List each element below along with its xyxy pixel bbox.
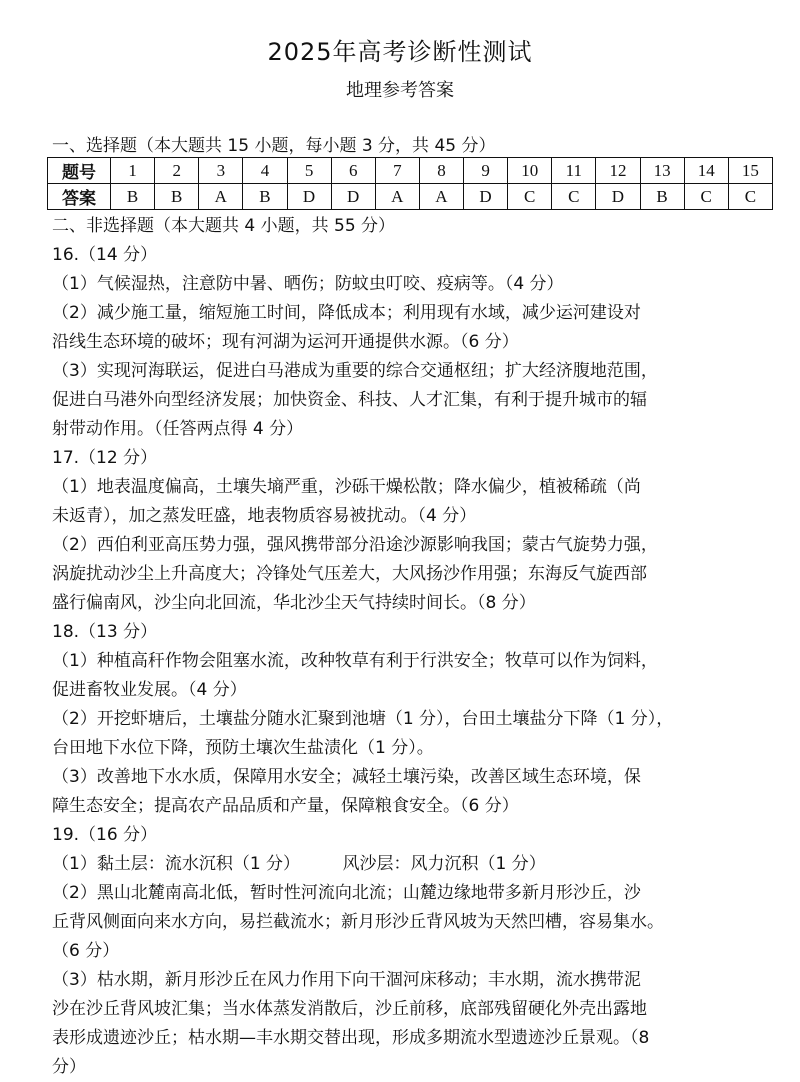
answer-line: 沙在沙丘背风坡汇集；当水体蒸发消散后，沙丘前移，底部残留硬化外壳出露地 (52, 999, 647, 1019)
question-number: 1 (111, 158, 155, 184)
answer-cell: B (243, 184, 287, 210)
answer-line: 表形成遗迹沙丘；枯水期—丰水期交替出现，形成多期流水型遗迹沙丘景观。（8 (52, 1028, 650, 1048)
answer-line: 盛行偏南风，沙尘向北回流，华北沙尘天气持续时间长。（8 分） (52, 593, 536, 613)
document-title: 2025年高考诊断性测试 (267, 38, 533, 66)
answer-line: （1）种植高秆作物会阻塞水流，改种牧草有利于行洪安全；牧草可以作为饲料， (52, 651, 658, 671)
question-number: 9 (464, 158, 508, 184)
answer-cell: D (464, 184, 508, 210)
question-heading: 17.（12 分） (52, 448, 158, 468)
answer-cell: D (287, 184, 331, 210)
question-number: 8 (419, 158, 463, 184)
answer-line: 沿线生态环境的破坏；现有河湖为运河开通提供水源。（6 分） (52, 332, 519, 352)
answer-cell: D (331, 184, 375, 210)
answer-line: 台田地下水位下降，预防土壤次生盐渍化（1 分）。 (52, 738, 434, 758)
answer-line: 未返青），加之蒸发旺盛，地表物质容易被扰动。（4 分） (52, 506, 477, 526)
answer-line: （1）地表温度偏高，土壤失墒严重，沙砾干燥松散；降水偏少，植被稀疏（尚 (52, 477, 641, 497)
answer-cell: B (155, 184, 199, 210)
answer-row (48, 184, 773, 210)
answer-line: （2）减少施工量，缩短施工时间，降低成本；利用现有水域，减少运河建设对 (52, 303, 641, 323)
question-number: 4 (243, 158, 287, 184)
answer-line: 分） (52, 1057, 86, 1077)
answer-body (52, 212, 778, 1082)
question-number: 11 (552, 158, 596, 184)
answer-line: （2）开挖虾塘后，土壤盐分随水汇聚到池塘（1 分），台田土壤盐分下降（1 分）， (52, 709, 674, 729)
question-number: 15 (728, 158, 772, 184)
answer-cell: B (640, 184, 684, 210)
answer-line: 障生态安全；提高农产品品质和产量，保障粮食安全。（6 分） (52, 796, 519, 816)
question-number: 2 (155, 158, 199, 184)
answer-cell: A (419, 184, 463, 210)
answer-cell: C (552, 184, 596, 210)
question-heading: 16.（14 分） (52, 245, 158, 265)
answer-cell: D (596, 184, 640, 210)
question-number-row (48, 158, 773, 184)
answer-cell: A (375, 184, 419, 210)
section2-heading: 二、非选择题（本大题共 4 小题，共 55 分） (52, 216, 396, 236)
answer-line: （3）改善地下水水质，保障用水安全；减轻土壤污染，改善区域生态环境，保 (52, 767, 641, 787)
answer-cell: C (508, 184, 552, 210)
question-number: 12 (596, 158, 640, 184)
row-label-number: 题号 (48, 158, 111, 184)
document-subtitle: 地理参考答案 (346, 80, 454, 101)
answer-line: （2）西伯利亚高压势力强，强风携带部分沿途沙源影响我国；蒙古气旋势力强， (52, 535, 658, 555)
answer-cell: C (728, 184, 772, 210)
answer-line: （1）气候湿热，注意防中暑、晒伤；防蚊虫叮咬、疫病等。（4 分） (52, 274, 564, 294)
answer-line: （6 分） (52, 941, 120, 961)
answer-line: 丘背风侧面向来水方向，易拦截流水；新月形沙丘背风坡为天然凹槽，容易集水。 (52, 912, 664, 932)
row-label-answer: 答案 (48, 184, 111, 210)
answer-line: （3）实现河海联运，促进白马港成为重要的综合交通枢纽；扩大经济腹地范围， (52, 361, 658, 381)
question-number: 14 (684, 158, 728, 184)
answer-line: 促进白马港外向型经济发展；加快资金、科技、人才汇集，有利于提升城市的辐 (52, 390, 647, 410)
answer-cell: C (684, 184, 728, 210)
answer-line: 促进畜牧业发展。（4 分） (52, 680, 247, 700)
answer-line: （3）枯水期，新月形沙丘在风力作用下向干涸河床移动；丰水期，流水携带泥 (52, 970, 641, 990)
answer-line: 涡旋扰动沙尘上升高度大；冷锋处气压差大，大风扬沙作用强；东海反气旋西部 (52, 564, 647, 584)
question-number: 3 (199, 158, 243, 184)
answer-table (47, 157, 773, 210)
question-number: 5 (287, 158, 331, 184)
question-number: 13 (640, 158, 684, 184)
answer-line: （1）黏土层：流水沉积（1 分） 风沙层：风力沉积（1 分） (52, 854, 546, 874)
answer-cell: A (199, 184, 243, 210)
question-number: 7 (375, 158, 419, 184)
question-number: 10 (508, 158, 552, 184)
question-heading: 18.（13 分） (52, 622, 158, 642)
section1-heading: 一、选择题（本大题共 15 小题，每小题 3 分，共 45 分） (52, 136, 496, 156)
question-number: 6 (331, 158, 375, 184)
answer-line: 射带动作用。（任答两点得 4 分） (52, 419, 304, 439)
question-heading: 19.（16 分） (52, 825, 158, 845)
answer-cell: B (111, 184, 155, 210)
answer-line: （2）黑山北麓南高北低，暂时性河流向北流；山麓边缘地带多新月形沙丘，沙 (52, 883, 641, 903)
